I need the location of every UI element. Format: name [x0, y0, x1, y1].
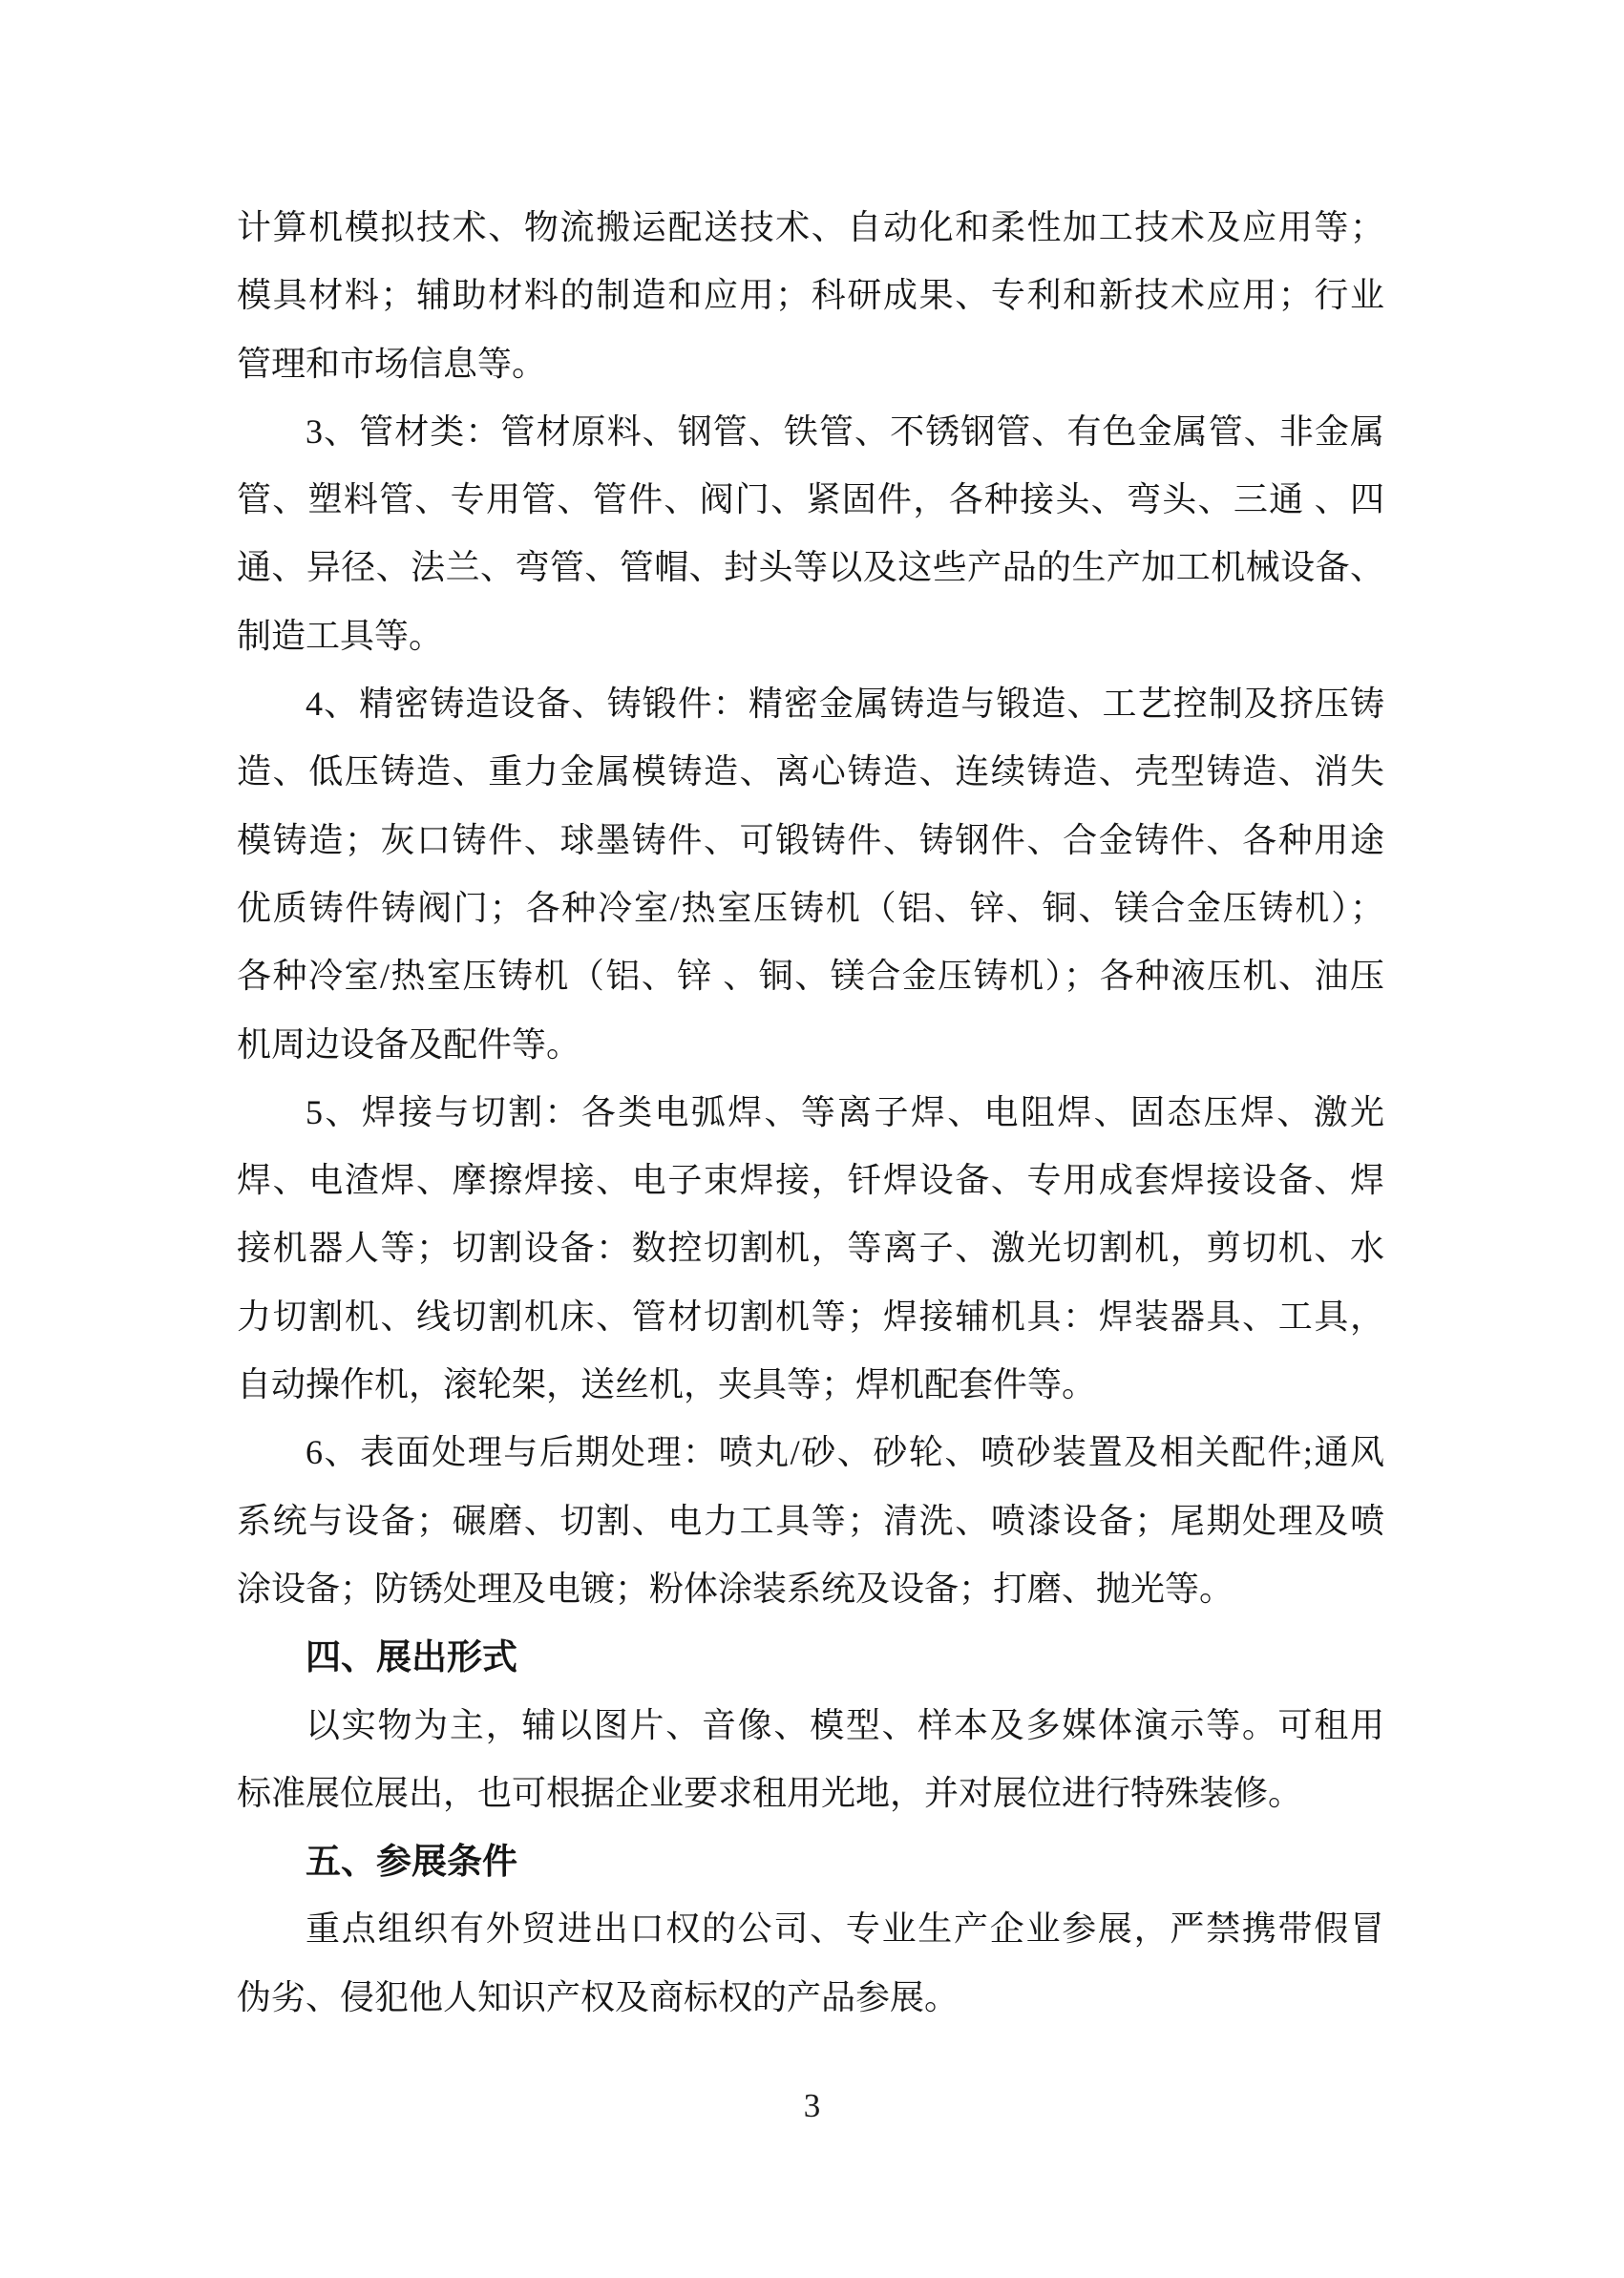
- text-line: 优质铸件铸阀门；各种冷室/热室压铸机（铝、锌、铜、镁合金压铸机）；: [237, 888, 1384, 927]
- text-line: 管、塑料管、专用管、管件、阀门、紧固件，各种接头、弯头、三通 、四: [237, 480, 1384, 519]
- body-paragraph: [237, 1692, 1384, 1828]
- text-line: 自动操作机，滚轮架，送丝机，夹具等；焊机配套件等。: [237, 1365, 1097, 1404]
- text-line: 3、管材类：管材原料、钢管、铁管、不锈钢管、有色金属管、非金属: [306, 411, 1384, 451]
- section-heading: [237, 1623, 1384, 1691]
- text-line: 标准展位展出，也可根据企业要求租用光地，并对展位进行特殊装修。: [237, 1773, 1303, 1812]
- text-line: 各种冷室/热室压铸机（铝、锌 、铜、镁合金压铸机）；各种液压机、油压: [237, 957, 1384, 996]
- text-line: 重点组织有外贸进出口权的公司、专业生产企业参展，严禁携带假冒: [306, 1909, 1384, 1949]
- text-line: 系统与设备；碾磨、切割、电力工具等；清洗、喷漆设备；尾期处理及喷: [237, 1501, 1384, 1540]
- body-paragraph: [237, 398, 1384, 670]
- text-line: 造、低压铸造、重力金属模铸造、离心铸造、连续铸造、壳型铸造、消失: [237, 752, 1384, 791]
- text-line: 5、焊接与切割：各类电弧焊、等离子焊、电阻焊、固态压焊、激光: [306, 1092, 1384, 1131]
- document-content: [237, 194, 1384, 2032]
- body-paragraph: [237, 194, 1384, 398]
- text-line: 计算机模拟技术、物流搬运配送技术、自动化和柔性加工技术及应用等；: [237, 208, 1384, 246]
- text-line: 制造工具等。: [237, 616, 444, 655]
- text-line: 模具材料；辅助材料的制造和应用；科研成果、专利和新技术应用；行业: [237, 276, 1384, 315]
- text-line: 接机器人等；切割设备：数控切割机，等离子、激光切割机，剪切机、水: [237, 1229, 1384, 1268]
- text-line: 焊、电渣焊、摩擦焊接、电子束焊接，钎焊设备、专用成套焊接设备、焊: [237, 1161, 1384, 1200]
- body-paragraph: [237, 1895, 1384, 2032]
- text-line: 机周边设备及配件等。: [237, 1024, 581, 1064]
- text-line: 4、精密铸造设备、铸锻件：精密金属铸造与锻造、工艺控制及挤压铸: [306, 685, 1384, 724]
- text-line: 伪劣、侵犯他人知识产权及商标权的产品参展。: [237, 1977, 960, 2016]
- text-line: 管理和市场信息等。: [237, 344, 547, 383]
- body-paragraph: [237, 670, 1384, 1079]
- heading-text: 四、展出形式: [306, 1637, 517, 1677]
- section-heading: [237, 1827, 1384, 1895]
- text-line: 力切割机、线切割机床、管材切割机等；焊接辅机具：焊装器具、工具，: [237, 1297, 1384, 1336]
- heading-text: 五、参展条件: [306, 1842, 517, 1882]
- text-line: 模铸造；灰口铸件、球墨铸件、可锻铸件、铸钢件、合金铸件、各种用途: [237, 820, 1384, 859]
- text-line: 涂设备；防锈处理及电镀；粉体涂装系统及设备；打磨、抛光等。: [237, 1569, 1234, 1608]
- text-line: 6、表面处理与后期处理：喷丸/砂、砂轮、喷砂装置及相关配件;通风: [306, 1433, 1384, 1472]
- text-line: 通、异径、法兰、弯管、管帽、封头等以及这些产品的生产加工机械设备、: [237, 548, 1384, 587]
- body-paragraph: [237, 1419, 1384, 1623]
- body-paragraph: [237, 1079, 1384, 1419]
- page-number: 3: [803, 2087, 821, 2124]
- text-line: 以实物为主，辅以图片、音像、模型、样本及多媒体演示等。可租用: [306, 1705, 1384, 1744]
